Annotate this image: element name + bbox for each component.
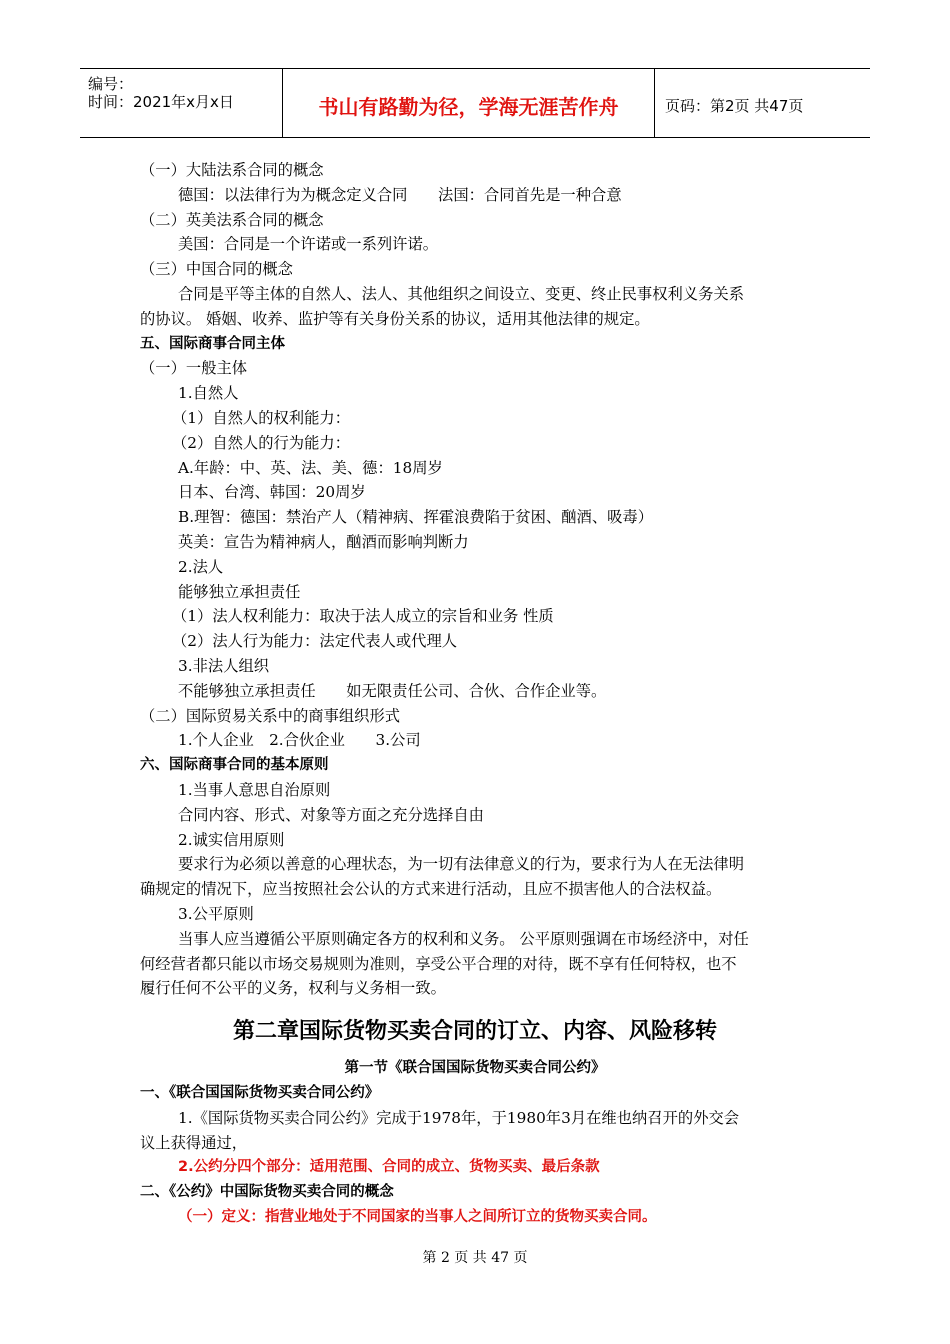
document-number-label: 编号： <box>88 75 134 93</box>
text-line: （2）自然人的行为能力： <box>172 433 350 452</box>
header-motto-cell <box>283 69 655 137</box>
text-line: 德国：以法律行为为概念定义合同 法国：合同首先是一种合意 <box>178 185 622 204</box>
text-line: 合同内容、形式、对象等方面之充分选择自由 <box>178 805 484 824</box>
text-line: 3.非法人组织 <box>178 656 270 675</box>
chapter-title: 第二章国际货物买卖合同的订立、内容、风险移转 <box>232 1019 717 1044</box>
text-line: 能够独立承担责任 <box>178 582 301 601</box>
body-text-part-1 <box>140 158 820 1001</box>
heading-5: 五、国际商事合同主体 <box>140 335 285 352</box>
header-info-cell <box>80 69 283 137</box>
text-line: （1）法人权利能力：取决于法人成立的宗旨和业务 性质 <box>172 607 554 626</box>
text-line: 1.《国际货物买卖合同公约》完成于1978年，于1980年3月在维也纳召开的外交会 <box>178 1108 740 1127</box>
text-line: 的协议。 婚姻、收养、监护等有关身份关系的协议，适用其他法律的规定。 <box>140 309 650 328</box>
header-motto: 书山有路勤为径，学海无涯苦作舟 <box>318 95 619 119</box>
body-text-part-2 <box>140 1081 820 1230</box>
text-line: 1.当事人意思自治原则 <box>178 780 331 799</box>
heading-2: 二、《公约》中国际货物买卖合同的概念 <box>140 1184 394 1201</box>
highlighted-line: 2.公约分四个部分：适用范围、合同的成立、货物买卖、最后条款 <box>178 1159 600 1176</box>
text-line: 3.公平原则 <box>178 904 254 923</box>
text-line: （2）法人行为能力：法定代表人或代理人 <box>172 632 458 651</box>
text-line: 英美：宣告为精神病人，酗酒而影响判断力 <box>178 532 469 551</box>
text-line: 议上获得通过， <box>140 1133 248 1152</box>
text-line: 要求行为必须以善意的心理状态，为一切有法律意义的行为，要求行为人在无法律明 <box>178 855 744 874</box>
text-line: 美国：合同是一个许诺或一系列许诺。 <box>178 235 439 254</box>
text-line: 确规定的情况下，应当按照社会公认的方式来进行活动，且应不损害他人的合法权益。 <box>140 880 722 899</box>
text-line: 1.个人企业 2.合伙企业 3.公司 <box>178 731 421 750</box>
text-line: 履行任何不公平的义务，权利与义务相一致。 <box>140 979 446 998</box>
text-line: （二）英美法系合同的概念 <box>140 210 324 229</box>
heading-6: 六、国际商事合同的基本原则 <box>140 757 329 774</box>
header-page-number: 页码：第2页 共47页 <box>665 97 804 115</box>
text-line: （一）一般主体 <box>140 359 248 378</box>
highlighted-line: （一）定义：指营业地处于不同国家的当事人之间所订立的货物买卖合同。 <box>178 1208 657 1225</box>
page-footer: 第 2 页 共 47 页 <box>422 1250 528 1266</box>
text-line: （1）自然人的权利能力： <box>172 408 350 427</box>
section-title: 第一节《联合国国际货物买卖合同公约》 <box>344 1060 606 1076</box>
text-line: 不能够独立承担责任 如无限责任公司、合伙、合作企业等。 <box>178 681 607 700</box>
text-line: 当事人应当遵循公平原则确定各方的权利和义务。 公平原则强调在市场经济中，对任 <box>178 929 749 948</box>
document-date-label: 时间：2021年x月x日 <box>88 93 234 111</box>
page-header <box>80 68 870 138</box>
text-line: 何经营者都只能以市场交易规则为准则，享受公平合理的对待，既不享有任何特权，也不 <box>140 954 737 973</box>
text-line: （三）中国合同的概念 <box>140 260 293 279</box>
text-line: B.理智：德国：禁治产人（精神病、挥霍浪费陷于贫困、酗酒、吸毒） <box>178 508 654 527</box>
heading-1: 一、《联合国国际货物买卖合同公约》 <box>140 1085 380 1101</box>
text-line: （二）国际贸易关系中的商事组织形式 <box>140 706 401 725</box>
text-line: 2.诚实信用原则 <box>178 830 285 849</box>
text-line: 合同是平等主体的自然人、法人、其他组织之间设立、变更、终止民事权利义务关系 <box>178 284 744 303</box>
header-page-cell <box>655 69 870 137</box>
text-line: A.年龄：中、英、法、美、德：18周岁 <box>178 458 443 477</box>
text-line: 日本、台湾、韩国：20周岁 <box>178 483 366 502</box>
text-line: 1.自然人 <box>178 384 239 403</box>
text-line: （一）大陆法系合同的概念 <box>140 161 324 179</box>
text-line: 2.法人 <box>178 557 224 576</box>
